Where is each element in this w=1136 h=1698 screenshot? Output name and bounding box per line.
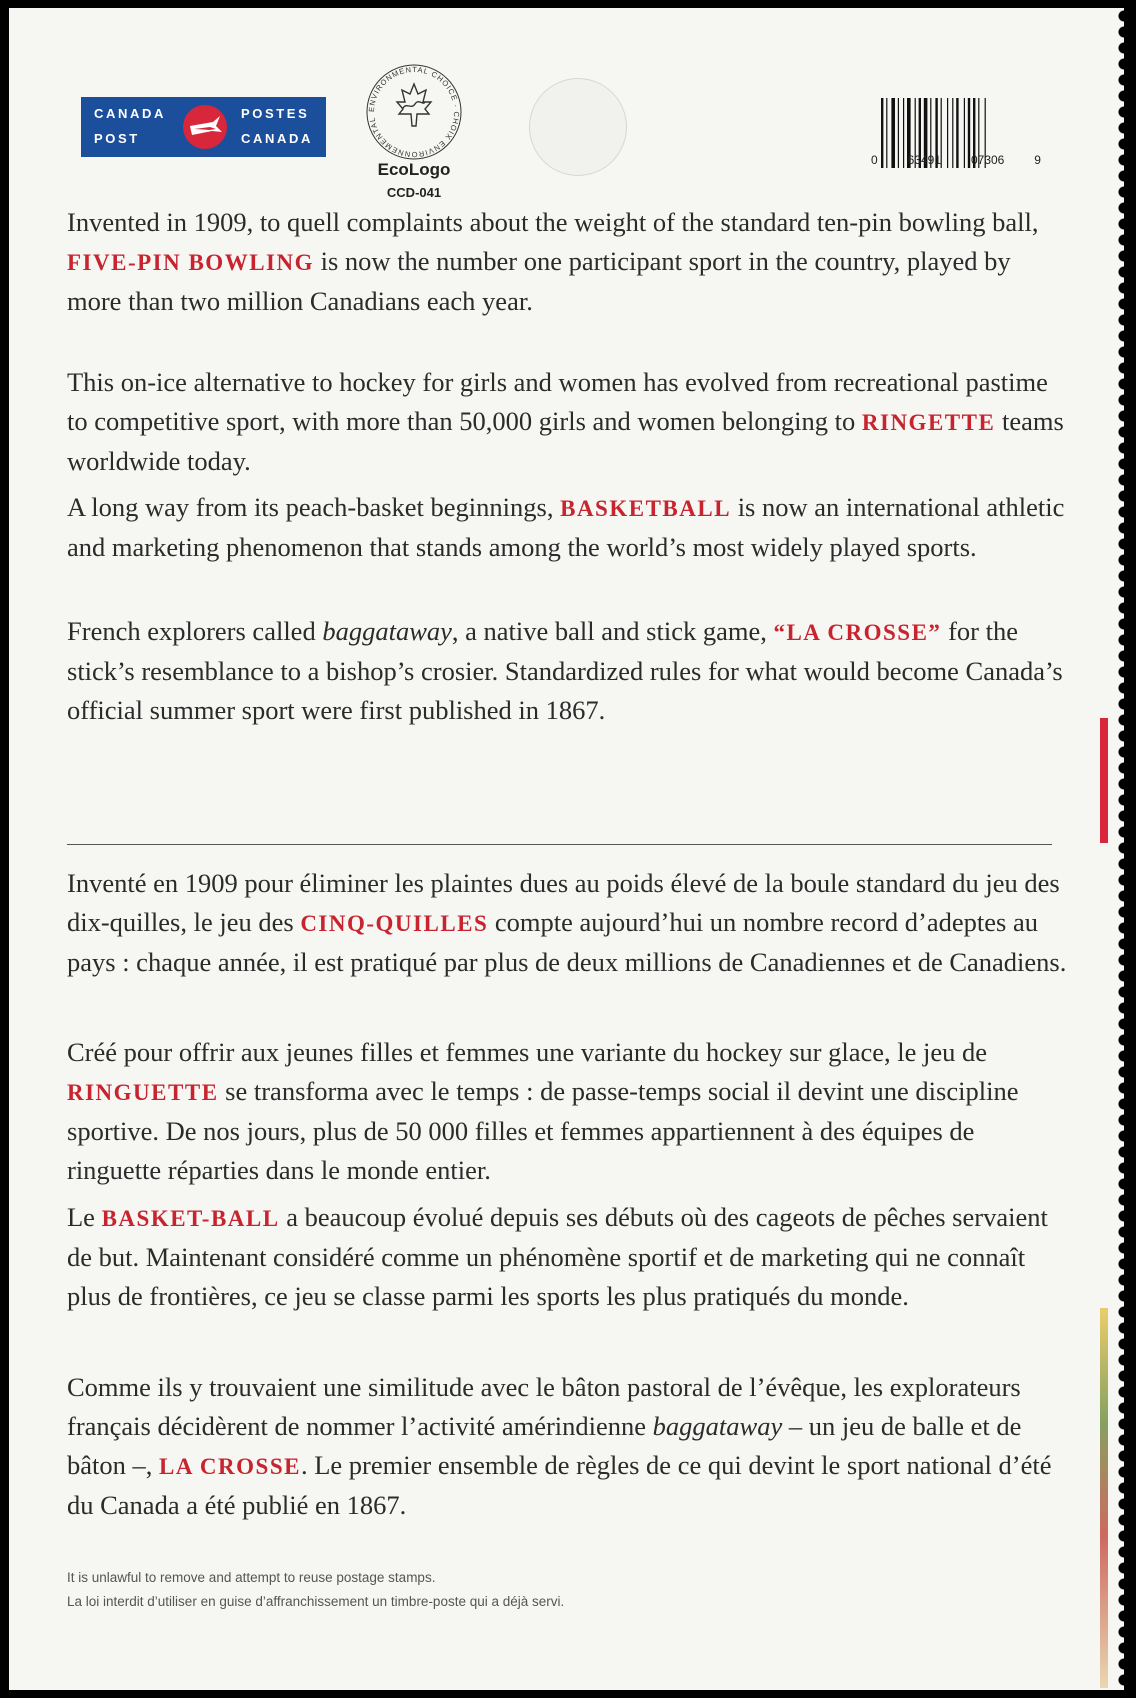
paragraph-text: for the stick’s resemblance to a bishop’s crosier. Standardized rules for what would become Canada’s official summer sport were first published in 1867. — [67, 616, 1063, 725]
sport-name-highlight: RINGUETTE — [67, 1080, 219, 1105]
paragraph-text: Le — [67, 1202, 102, 1232]
sport-name-highlight: CINQ-QUILLES — [300, 911, 489, 936]
english-paragraph-bowling — [67, 203, 1067, 321]
paragraph-text: Créé pour offrir aux jeunes filles et femmes une variante du hockey sur glace, le jeu de — [67, 1037, 988, 1067]
ecologo-code: CCD-041 — [386, 185, 442, 200]
paragraph-text: Comme ils y trouvaient une similitude avec le bâton pastoral de l’évêque, les explorateurs français décidèrent de nommer l’activité amérindienne — [67, 1372, 1021, 1441]
logo-post-en: POST — [94, 131, 140, 146]
logo-canada-en: CANADA — [94, 106, 166, 121]
italic-term: baggataway — [652, 1411, 783, 1441]
paragraph-text: This on-ice alternative to hockey for girls and women has evolved from recreational pastime to competitive sport, with more than 50,000 girls and women belonging to — [67, 367, 1048, 436]
sport-name-highlight: “LA CROSSE” — [773, 620, 942, 645]
sport-name-highlight: FIVE-PIN BOWLING — [67, 250, 314, 275]
ecologo-emblem-icon — [359, 62, 469, 162]
legal-notice-fr: La loi interdit d’utiliser en guise d’affranchissement un timbre-poste qui a déjà servi. — [67, 1594, 565, 1609]
ecologo-seal — [359, 62, 469, 212]
paragraph-text: . Le premier ensemble de règles de ce qui devint le sport national d’été du Canada a été publié en 1867. — [67, 1450, 1052, 1520]
barcode-digits — [871, 153, 1041, 167]
hang-hole-cutout — [529, 78, 627, 176]
sport-name-highlight: BASKET-BALL — [101, 1206, 280, 1231]
sport-name-highlight: LA CROSSE — [159, 1454, 301, 1479]
english-paragraph-lacrosse — [67, 612, 1067, 730]
paragraph-text: , a native ball and stick game, — [451, 616, 774, 646]
logo-postes-fr: POSTES — [241, 106, 310, 121]
english-paragraph-basketball — [67, 488, 1067, 567]
stamp-edge-color — [1100, 1308, 1108, 1688]
barcode-digit-group: 9 — [1034, 153, 1041, 167]
logo-canada-fr: CANADA — [241, 131, 313, 146]
french-paragraph-ringuette — [67, 1033, 1067, 1190]
canada-post-eagle-icon — [180, 102, 230, 152]
french-paragraph-la-crosse — [67, 1368, 1067, 1525]
paragraph-text: Invented in 1909, to quell complaints about the weight of the standard ten-pin bowling ball, — [67, 207, 1039, 237]
paragraph-text: is now an international athletic and marketing phenomenon that stands among the world’s most widely played sports. — [67, 492, 1065, 562]
paragraph-text: A long way from its peach-basket beginnings, — [67, 492, 561, 522]
canada-post-logo — [81, 97, 326, 157]
paragraph-text: compte aujourd’hui un nombre record d’adeptes au pays : chaque année, il est pratiqué par plus de deux millions de Canadiennes et de Canadiens. — [67, 907, 1067, 977]
sport-name-highlight: BASKETBALL — [560, 496, 732, 521]
paragraph-text: is now the number one participant sport in the country, played by more than two million Canadians each year. — [67, 246, 1011, 316]
stamp-edge-red — [1100, 718, 1108, 843]
booklet-back-cover — [9, 8, 1124, 1690]
paragraph-text: French explorers called — [67, 616, 323, 646]
barcode-digit-group: 07306 — [970, 153, 1005, 167]
paragraph-text: a beaucoup évolué depuis ses débuts où des cageots de pêches servaient de but. Maintenant considéré comme un phénomène sportif et de marketing qui ne connaît plus de frontières, ce jeu se classe parmi les sports les plus pratiqués du monde. — [67, 1202, 1048, 1311]
perforated-edge — [1108, 8, 1124, 1690]
italic-term: baggataway — [322, 616, 452, 646]
ecologo-name: EcoLogo — [377, 160, 451, 179]
french-paragraph-basket-ball — [67, 1198, 1067, 1316]
paragraph-text: se transforma avec le temps : de passe-temps social il devint une discipline sportive. De nos jours, plus de 50 000 filles et femmes appartiennent à des équipes de ringuette réparties dans le monde entier. — [67, 1076, 1019, 1185]
english-paragraph-ringette — [67, 363, 1067, 481]
paragraph-text: teams worldwide today. — [67, 406, 1064, 476]
svg-text:ENVIRONMENTAL CHOICE · CHOIX E: ENVIRONMENTAL CHOICE · CHOIX ENVIRONNEMENTAL — [366, 64, 462, 160]
barcode-digit-group: 63491 — [907, 153, 942, 167]
french-paragraph-cinq-quilles — [67, 864, 1067, 982]
language-divider — [67, 844, 1052, 845]
paragraph-text: – un jeu de balle et de bâton –, — [67, 1411, 1022, 1480]
sport-name-highlight: RINGETTE — [861, 410, 996, 435]
barcode-digit-group: 0 — [871, 153, 878, 167]
paragraph-text: Inventé en 1909 pour éliminer les plaintes dues au poids élevé de la boule standard du jeu des dix-quilles, le jeu des — [67, 868, 1060, 937]
legal-notice-en: It is unlawful to remove and attempt to reuse postage stamps. — [67, 1570, 436, 1585]
